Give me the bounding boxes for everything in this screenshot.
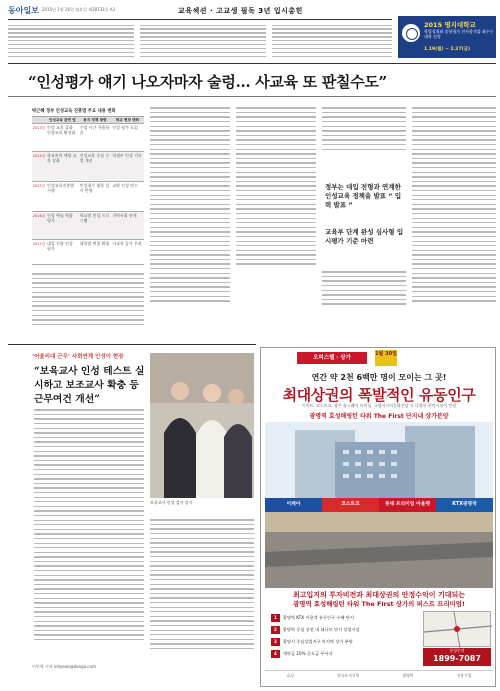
article-col-c [322, 104, 406, 153]
table-cell: 대입 전형 인성 평가 [47, 241, 73, 252]
table-year: 2015년 [32, 184, 46, 188]
issue-date: 2015년 1월 26일 월요일 제28732호 A3 [42, 7, 116, 12]
section-rule [8, 63, 496, 64]
phone-box[interactable] [423, 648, 491, 666]
table-header: 학교 현장 변화 [111, 117, 144, 123]
table-header: 동지 정책 방향 [79, 117, 112, 123]
ad-bottom [265, 590, 493, 686]
table-header: 인성교육 관련 법 [46, 117, 79, 123]
ad-feature: 2 광명역 중심 상권 내 대규모 단지 상업시설 [271, 626, 421, 634]
ad-red-line2: 광명역 효성해링턴 타워 The First 상가의 퍼스트 프리미엄! [293, 600, 465, 608]
table-row [32, 211, 144, 239]
location-map [423, 611, 491, 647]
table-cell: 인성 핵심 역량 평가 [47, 213, 73, 224]
table-cell: 인성평가 대학 입시 반영 [79, 183, 110, 194]
table-cell: 학교별 인성 프로그램 [79, 213, 110, 224]
ad-feature: 3 광명시 중심상업지구 마지막 상가 분양 [271, 638, 421, 646]
ad-title: 2015 명지대학교 [424, 21, 476, 29]
section-title: 교육섹션 · 고교생 필독 3년 입시총힌 [178, 7, 303, 15]
table-row [32, 239, 144, 265]
policy-table [32, 108, 144, 266]
article-col-left [32, 270, 144, 328]
university-ad[interactable] [398, 16, 496, 58]
table-cell: 인성 평가 도입 [112, 125, 138, 130]
table-title: 박근혜 정부 인성교육 진흥법 주요 내용 변화 [32, 109, 116, 114]
table-row [32, 181, 144, 211]
ad-tagline: 연간 약 2천 6백만 명이 모이는 그 곳! [311, 373, 447, 382]
university-emblem-icon [402, 24, 420, 42]
article2-headline: “보육교사 인성 테스트 실시하고 보조교사 확충 등 근무여건 개선” [34, 366, 145, 405]
byline: 이인혁 기자 inhyeok@donga.com [32, 664, 96, 669]
ad-small-text: 이마트, 코스트코, 광주 유스퀘어 터미널, 국립아시아문화전당 등 다양한 편의시설이 인접 [301, 403, 457, 408]
sponsor: 진흥기업 [456, 673, 472, 678]
ad-headline: 최대상권의 폭발적인 유동인구 [282, 386, 476, 404]
table-row [32, 151, 144, 181]
article2-col1 [34, 406, 144, 644]
teachers-photo [150, 353, 254, 498]
sponsor: 광명역 [402, 673, 414, 678]
table-year: 2013년 [32, 126, 46, 130]
ad-date-badge: 1월 30일 [375, 350, 397, 366]
pull-quote: 정부는 대입 전형과 연계한 인성교육 정책을 발표 “ 입력 발표 ” [325, 183, 402, 209]
table-year: 2016년 [32, 214, 46, 218]
ad-feature: 4 계약금 10% 중도금 무이자 [271, 650, 421, 658]
article-col-c2 [322, 268, 406, 308]
sponsor: 한국토지신탁 [337, 673, 360, 678]
photo-caption: 보육교사 인성 검사 실시 [150, 500, 193, 505]
table-cell: 교원 인성 연수 [112, 183, 138, 188]
sponsor: 효성 [286, 673, 294, 678]
article-col-a [150, 104, 230, 305]
table-header [32, 117, 46, 123]
ad-feature: 1 광명역 KTX 이용객 유동인구 수혜 단지 [271, 614, 421, 622]
ad-date: 1.19(월) ~ 2.27(금) [424, 47, 471, 52]
sponsor-bar [265, 670, 493, 680]
ad-red-line1: 최고입지의 투자비전과 최대상권의 안정수익이 기대되는 [292, 591, 466, 599]
table-year: 2014년 [32, 154, 46, 158]
table-cell: 사교육 증가 우려 [112, 241, 142, 246]
table-cell: 수업 시간 자율학습 [79, 125, 110, 136]
table-year: 2017년 [32, 242, 46, 246]
tenant-lotte: 롯데 프리미엄 아울렛 [379, 498, 436, 512]
top-article-col1 [8, 22, 134, 60]
bottom-section-rule [8, 344, 256, 345]
main-headline: “인성평가 얘기 나오자마자 술렁… 사교육 또 판칠수도” [28, 73, 387, 91]
tenant-ikea: 이케아 [265, 498, 322, 512]
table-row [32, 123, 144, 151]
table-cell: 인성교육 중심 수업 개선 [79, 153, 110, 164]
table-cell: 학교폭력 예방 교육 강화 [47, 153, 77, 164]
phone-number[interactable]: 1899-7087 [433, 654, 481, 663]
article-col-d [412, 104, 496, 305]
table-header-row [32, 116, 144, 123]
ad-subheadline: 광명역 효성해링턴 타워 The First 단지내 상가분양 [309, 413, 449, 420]
table-cell: 대학별 면접 확대 [79, 241, 110, 246]
article2-col2 [150, 516, 254, 653]
ad-badge: 오피스텔 · 상가 [297, 352, 367, 364]
table-cell: 지역사회 연계 [112, 213, 137, 218]
header-rule [8, 19, 392, 20]
table-cell: 인성 교육 강화 인성교육 활성화 [47, 125, 76, 136]
pull-quote: 교육부 단계 완성 심사형 입시평가 기준 마련 [325, 228, 404, 245]
tenant-costco: 코스트코 [322, 498, 379, 512]
table-cell: 인성교육진흥법 시행 [47, 183, 75, 194]
tenant-ktx: KTX광명역 [436, 498, 493, 512]
top-article-col2 [140, 22, 266, 60]
newspaper-logo: 동아일보 [8, 6, 39, 15]
article2-kicker: ‘어울리대 근무’ 사회연계 인성이 현장 [32, 354, 124, 360]
real-estate-ad[interactable] [260, 347, 496, 687]
tenant-strip [265, 498, 493, 512]
article-col-b [236, 104, 316, 268]
phone-label: 분양문의 [449, 648, 465, 653]
headline-rule [8, 96, 496, 97]
table-grid [32, 116, 144, 265]
ad-body: 학업성취와 종합평가 인사합격률 최우수 대학 선정 [424, 29, 494, 39]
top-article-col3 [272, 22, 392, 60]
table-cell: 학생부 인성 기록 [112, 153, 142, 158]
